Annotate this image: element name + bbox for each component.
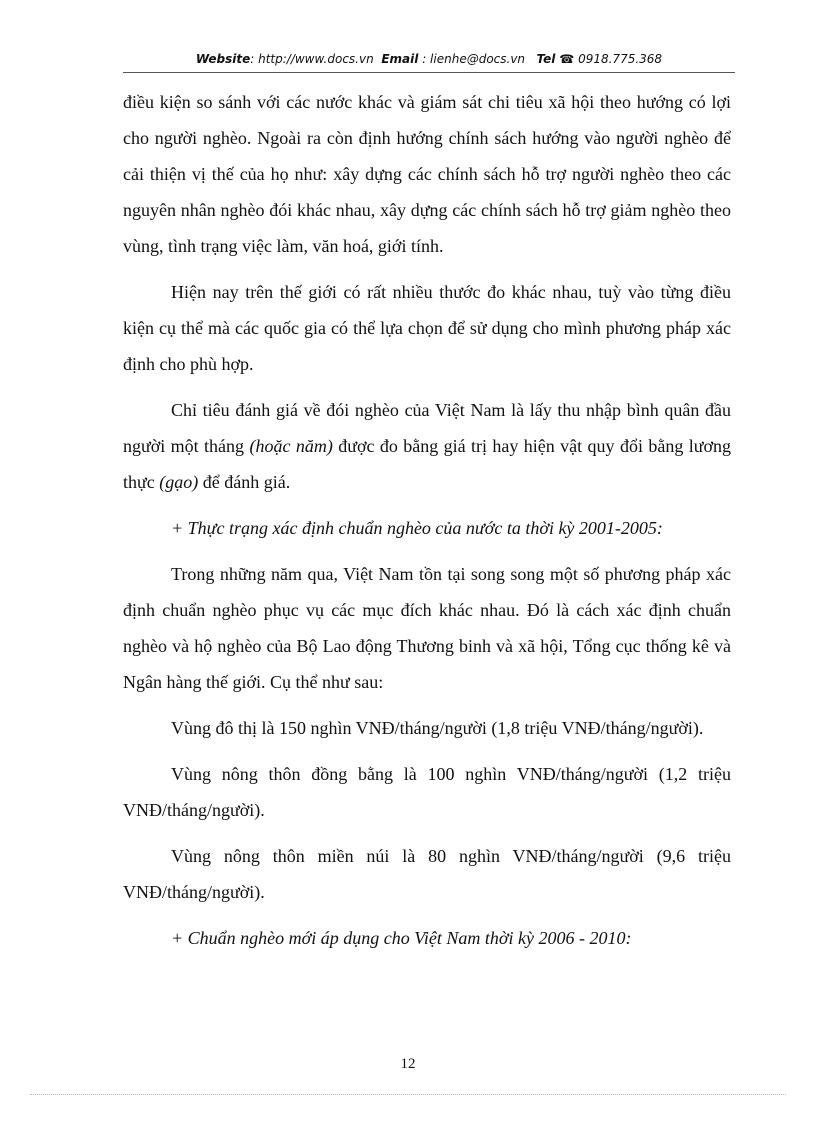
paragraph-3-italic-1: (hoặc năm) [249, 436, 333, 456]
section-heading-2001-2005: + Thực trạng xác định chuẩn nghèo của nước ta thời kỳ 2001-2005: [171, 518, 663, 538]
paragraph-3-text-c: để đánh giá. [198, 472, 291, 492]
page-bottom-border [30, 1094, 786, 1095]
tel-value: : 0918.775.368 [570, 52, 663, 66]
paragraph-3-text-a: Chỉ tiêu đánh giá về đói nghèo của Việt Nam là lấy thu nhập bình quân đầu người một tháng [123, 400, 731, 456]
paragraph-rural-mountain: Vùng nông thôn miền núi là 80 nghìn VNĐ/tháng/người (9,6 triệu VNĐ/tháng/người). [123, 846, 731, 902]
page-header [123, 52, 735, 66]
document-body [123, 84, 731, 956]
tel-label: Tel [536, 52, 556, 66]
email-value[interactable]: : lienhe@docs.vn [422, 52, 526, 66]
website-label: Website [195, 52, 251, 66]
paragraph-3-italic-2: (gạo) [159, 472, 199, 492]
section-heading-2006-2010: + Chuẩn nghèo mới áp dụng cho Việt Nam thời kỳ 2006 - 2010: [171, 928, 632, 948]
paragraph-urban: Vùng đô thị là 150 nghìn VNĐ/tháng/người (1,8 triệu VNĐ/tháng/người). [171, 718, 704, 738]
paragraph-3-text-b: được đo bằng giá trị hay hiện vật quy đổi bằng lương thực [123, 436, 731, 492]
paragraph-3 [123, 392, 731, 500]
paragraph-1: điều kiện so sánh với các nước khác và giám sát chi tiêu xã hội theo hướng có lợi cho người nghèo. Ngoài ra còn định hướng chính sách hướng vào người nghèo để cải thiện vị thế của họ như: xây dựng các chính sách hỗ trợ người nghèo theo các nguyên nhân nghèo đói khác nhau, xây dựng các chính sách hỗ trợ giảm nghèo theo vùng, tình trạng việc làm, văn hoá, giới tính. [123, 92, 731, 256]
paragraph-rural-plain: Vùng nông thôn đồng bằng là 100 nghìn VNĐ/tháng/người (1,2 triệu VNĐ/tháng/người). [123, 764, 731, 820]
phone-icon: ☎ [559, 52, 575, 66]
paragraph-2: Hiện nay trên thế giới có rất nhiều thước đo khác nhau, tuỳ vào từng điều kiện cụ thể mà các quốc gia có thể lựa chọn để sử dụng cho mình phương pháp xác định cho phù hợp. [123, 282, 731, 374]
email-label: Email [381, 52, 419, 66]
website-value[interactable]: : http://www.docs.vn [250, 52, 374, 66]
paragraph-4: Trong những năm qua, Việt Nam tồn tại song song một số phương pháp xác định chuẩn nghèo phục vụ các mục đích khác nhau. Đó là cách xác định chuẩn nghèo và hộ nghèo của Bộ Lao động Thương binh và xã hội, Tổng cục thống kê và Ngân hàng thế giới. Cụ thể như sau: [123, 564, 731, 692]
header-divider [123, 72, 735, 73]
page-number: 12 [400, 1056, 416, 1072]
